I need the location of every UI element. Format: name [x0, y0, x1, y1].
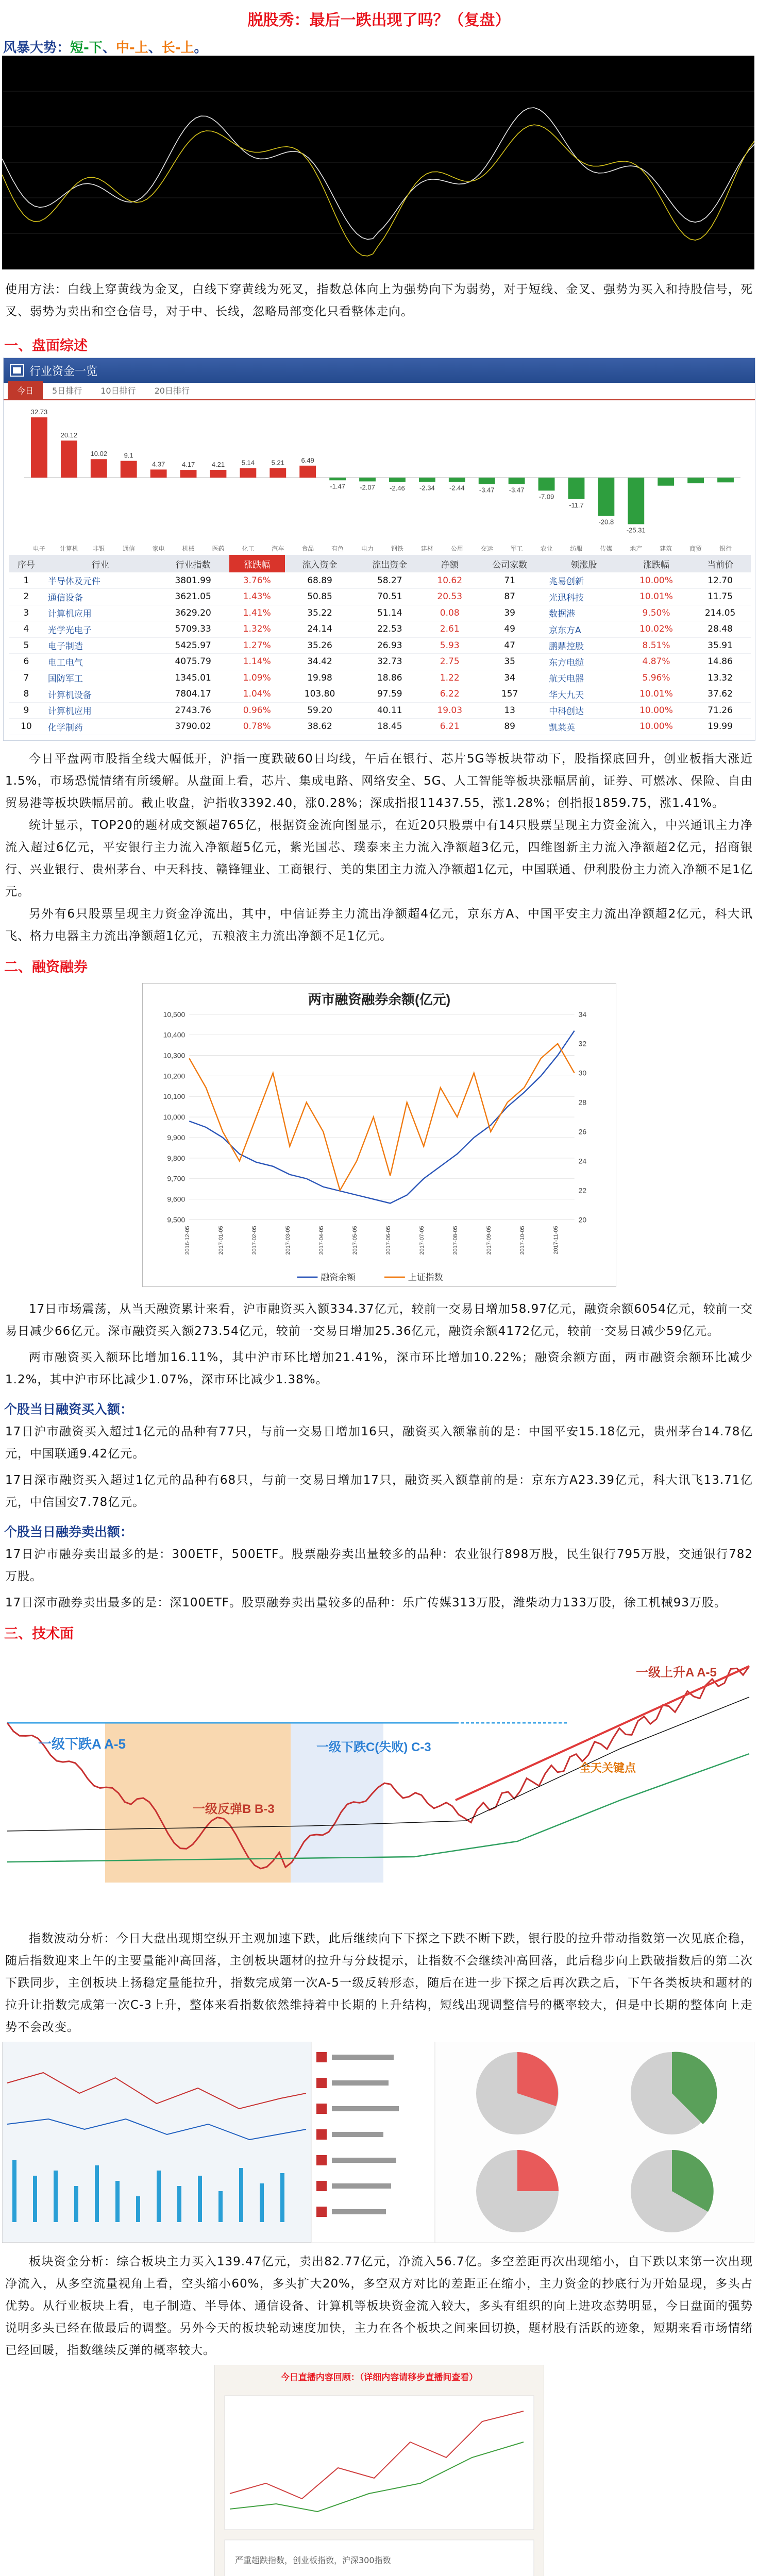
sector-fund-bar-chart [9, 400, 751, 555]
fund-bar-label: 32.73 [30, 408, 48, 416]
table-cell: 光迅科技 [545, 589, 623, 605]
fund-bar [150, 469, 167, 478]
fund-bar-category: 有色 [331, 545, 344, 552]
table-cell: 26.93 [355, 637, 425, 654]
table-cell: 87 [475, 589, 545, 605]
table-cell: 38.62 [285, 719, 355, 735]
fund-bar-category: 汽车 [272, 545, 284, 552]
table-row[interactable] [9, 621, 751, 638]
table-cell: 13 [475, 702, 545, 719]
table-cell: 18.45 [355, 719, 425, 735]
y-tick-left: 9,700 [166, 1174, 185, 1183]
table-row[interactable] [9, 589, 751, 605]
trend-mid: 中-上 [115, 40, 148, 56]
fund-bar-category: 食品 [301, 545, 314, 552]
margin-legend [297, 1273, 443, 1282]
table-cell: 2 [9, 589, 44, 605]
buy-para-1: 17日沪市融资买入超过1亿元的品种有77只，与前一交易日增加16只，融资买入额靠前的是：中国平安15.18亿元，贵州茅台14.78亿元，中国联通9.42亿元。 [5, 1425, 753, 1461]
table-cell: 0.78% [229, 719, 285, 735]
table-cell: 89 [475, 719, 545, 735]
fund-bar-category: 商贸 [689, 545, 702, 552]
fund-bar [658, 478, 674, 486]
fund-bar-category: 电力 [361, 545, 374, 552]
table-cell: 5.93 [425, 637, 475, 654]
sector-fund-panel [3, 358, 755, 741]
sector-table-header[interactable]: 领涨股 [545, 555, 623, 572]
table-cell: 凯莱英 [545, 719, 623, 735]
label-a5: 一级下跌A A-5 [38, 1736, 126, 1752]
table-cell: 电子制造 [44, 637, 157, 654]
table-cell: 2743.76 [157, 702, 229, 719]
table-cell: 2.75 [425, 654, 475, 670]
fund-bar [299, 466, 316, 478]
table-row[interactable] [9, 654, 751, 670]
fund-bar-category: 计算机 [59, 545, 78, 552]
tab-10day[interactable]: 10日排行 [100, 386, 136, 396]
table-cell: 50.85 [285, 589, 355, 605]
fund-bar-label: -7.09 [538, 493, 554, 501]
fund-bar-label: 6.49 [301, 456, 314, 464]
live-broadcast-shot [214, 2365, 544, 2576]
sell-para-2: 17日深市融券卖出最多的是：深100ETF。股票融券卖出量较多的品种：乐广传媒313万股，潍柴动力133万股，徐工机械93万股。 [5, 1596, 727, 1609]
y-tick-left: 9,800 [166, 1154, 185, 1162]
table-cell: 10 [9, 719, 44, 735]
sell-para-1: 17日沪市融券卖出最多的是：300ETF，500ETF。股票融券卖出量较多的品种：农业银行898万股，民生银行795万股，交通银行782万股。 [5, 1547, 753, 1583]
fund-bar [449, 478, 465, 482]
table-cell: 39 [475, 605, 545, 621]
table-cell: 10.62 [425, 572, 475, 589]
x-tick: 2017-07-05 [418, 1225, 425, 1255]
sector-table-header[interactable]: 行业指数 [157, 555, 229, 572]
fund-bar-category: 银行 [719, 545, 732, 552]
margin-para-2: 两市融资买入额环比增加16.11%，其中沪市环比增加21.41%，深市环比增加10.22%；融资余额方面，两市融资余额环比减少1.2%，其中沪市环比减少1.07%，深市环比减少1.38%。 [5, 1350, 753, 1386]
sector-table-header[interactable]: 净额 [425, 555, 475, 572]
table-icon [10, 364, 24, 377]
y-tick-right: 30 [578, 1069, 586, 1077]
wave-analysis-chart [2, 1646, 755, 1919]
section-margin-title: 二、融资融券 [4, 959, 88, 975]
fund-bar [687, 478, 704, 483]
fund-bar [180, 470, 197, 478]
x-tick: 2017-05-05 [351, 1225, 358, 1255]
fund-bar-label: -1.47 [330, 482, 345, 490]
table-cell: 2.61 [425, 621, 475, 638]
table-row[interactable] [9, 670, 751, 686]
x-tick: 2017-02-05 [251, 1225, 258, 1255]
margin-para-1: 17日市场震荡，从当天融资累计来看，沪市融资买入额334.37亿元，较前一交易日增加58.97亿元，融资余额6054亿元，较前一交易日减少66亿元。深市融资买入额273.54亿元，较前一交易日增加25.36亿元，融资余额4172亿元，较前一交易日减少59亿元。 [5, 1302, 753, 1338]
tab-today[interactable]: 今日 [8, 381, 43, 399]
fund-bar [91, 459, 107, 478]
page-title: 脱股秀：最后一跌出现了吗？（复盘） [247, 11, 511, 29]
fund-bar-category: 公用 [450, 545, 463, 552]
fund-bar [479, 478, 495, 484]
sector-table-header[interactable]: 序号 [9, 555, 44, 572]
table-cell: 数据港 [545, 605, 623, 621]
trend-banner: 风暴大势：短-下、中-上、长-上。 [3, 40, 208, 56]
table-row[interactable] [9, 719, 751, 735]
table-cell: 半导体及元件 [44, 572, 157, 589]
table-cell: 6.21 [425, 719, 475, 735]
table-cell: 1.09% [229, 670, 285, 686]
fund-bar [598, 478, 614, 516]
table-cell: 1 [9, 572, 44, 589]
x-tick: 2017-08-05 [452, 1225, 459, 1255]
label-c3: 一级下跌C(失败) C-3 [316, 1740, 431, 1754]
sector-table-header[interactable]: 公司家数 [475, 555, 545, 572]
trend-long: 长-上 [161, 40, 194, 56]
table-cell: 鹏鼎控股 [545, 637, 623, 654]
fund-bar-label: 4.21 [211, 460, 225, 468]
fund-bar-category: 传媒 [600, 545, 613, 552]
fund-bar-label: -20.8 [598, 518, 614, 526]
table-cell: 京东方A [545, 621, 623, 638]
fund-bar-category: 通信 [122, 545, 135, 552]
fund-bar [121, 461, 137, 478]
tab-5day[interactable]: 5日排行 [52, 386, 82, 396]
fund-bar-label: -25.31 [626, 526, 646, 534]
table-cell: 35.26 [285, 637, 355, 654]
fund-bar-category: 纺服 [570, 545, 583, 552]
table-cell: 5709.33 [157, 621, 229, 638]
table-cell: 13.32 [689, 670, 751, 686]
sector-table-header[interactable]: 流入资金 [285, 555, 355, 572]
margin-chart-title: 两市融资融券余额(亿元) [308, 992, 450, 1007]
table-cell: 3790.02 [157, 719, 229, 735]
y-tick-right: 26 [578, 1127, 586, 1136]
overview-para-1: 今日平盘两市股指全线大幅低开，沪指一度跌破60日均线，午后在银行、芯片5G等板块带动下，股指探底回升，创业板指大涨近1.5%，市场恐慌情绪有所缓解。从盘面上看，芯片、集成电路、网络安全、5G、人工智能等板块涨幅居前，证券、可燃冰、保险、自由贸易港等板块跌幅居前。截止收盘，沪指收3392.40，涨0.28%；深成指报11437.55，涨1.28%；创指报1859.75，涨1.41%。 [5, 752, 753, 810]
fund-bar-category: 化工 [242, 545, 255, 552]
fund-bar [419, 478, 435, 482]
table-cell: 34.42 [285, 654, 355, 670]
table-cell: 10.02% [623, 621, 689, 638]
table-cell: 97.59 [355, 686, 425, 703]
table-cell: 70.51 [355, 589, 425, 605]
table-cell: 47 [475, 637, 545, 654]
sector-table [9, 555, 751, 735]
table-cell: 8.51% [623, 637, 689, 654]
table-cell: 化学制药 [44, 719, 157, 735]
x-tick: 2016-12-05 [184, 1225, 191, 1255]
table-cell: 10.00% [623, 572, 689, 589]
y-tick-left: 10,100 [163, 1092, 185, 1100]
table-cell: 19.98 [285, 670, 355, 686]
table-cell: 35.22 [285, 605, 355, 621]
table-cell: 4075.79 [157, 654, 229, 670]
fund-bar-category: 军工 [510, 545, 523, 552]
table-cell: 103.80 [285, 686, 355, 703]
table-row[interactable] [9, 572, 751, 589]
fund-bar-label: -3.47 [509, 486, 525, 494]
live-review-title: 今日直播内容回顾：（详细内容请移步直播间查看） [280, 2372, 478, 2383]
fund-bar-label: -2.07 [360, 483, 375, 492]
sector-table-header[interactable]: 涨跌幅 [623, 555, 689, 572]
table-cell: 35 [475, 654, 545, 670]
fund-panel-header: 行业资金一览 [4, 358, 755, 383]
fund-bar [628, 478, 644, 524]
table-cell: 1.43% [229, 589, 285, 605]
table-cell: 10.01% [623, 589, 689, 605]
table-cell: 6 [9, 654, 44, 670]
y-tick-left: 10,500 [163, 1010, 185, 1019]
table-cell: 12.70 [689, 572, 751, 589]
fund-bar [269, 468, 286, 478]
margin-balance-chart [142, 983, 616, 1287]
fund-bar-category: 建材 [420, 545, 433, 552]
fund-bar [359, 478, 376, 481]
fund-bar-category: 电子 [32, 545, 45, 552]
table-cell: 34 [475, 670, 545, 686]
sector-table-header[interactable]: 行业 [44, 555, 157, 572]
x-tick: 2017-06-05 [385, 1225, 392, 1255]
table-row[interactable] [9, 637, 751, 654]
table-cell: 0.96% [229, 702, 285, 719]
table-cell: 4.87% [623, 654, 689, 670]
table-row[interactable] [9, 702, 751, 719]
buy-subtitle: 个股当日融资买入额： [4, 1401, 133, 1417]
overview-para-2: 统计显示，TOP20的题材成交额超765亿，根据资金流向图显示，在近20只股票中有14只股票呈现主力资金流入，中兴通讯主力净流入超过6亿元，平安银行主力流入净额超5亿元，紫光国芯、璞泰来主力流入净额超3亿元，四维图新主力流入净额超2亿元，招商银行、兴业银行、贵州茅台、中天科技、赣锋锂业、工商银行、美的集团主力流入净额超1亿元，中国联通、伊利股份主力流入净额不足1亿元。 [5, 818, 753, 899]
table-cell: 3621.05 [157, 589, 229, 605]
sell-subtitle: 个股当日融券卖出额： [4, 1524, 133, 1539]
x-tick: 2017-04-05 [318, 1225, 325, 1255]
y-tick-right: 22 [578, 1185, 586, 1194]
fund-tabs [4, 383, 755, 400]
sector-table-header[interactable]: 涨跌幅 [229, 555, 285, 572]
table-cell: 22.53 [355, 621, 425, 638]
fund-bar-category: 地产 [630, 545, 643, 552]
breadth-chart-shot [2, 2042, 311, 2243]
table-cell: 通信设备 [44, 589, 157, 605]
y-tick-right: 20 [578, 1215, 586, 1224]
fund-bar-category: 农业 [540, 545, 553, 552]
table-cell: 5425.97 [157, 637, 229, 654]
stock-list-shot [311, 2042, 435, 2243]
fund-bar-category: 钢铁 [391, 545, 403, 552]
trend-label: 风暴大势： [3, 40, 71, 56]
table-cell: 东方电缆 [545, 654, 623, 670]
table-cell: 214.05 [689, 605, 751, 621]
fund-bar-label: 20.12 [60, 431, 78, 439]
board-para-1: 板块资金分析：综合板块主力买入139.47亿元，卖出82.77亿元，净流入56.7亿。多空差距再次出现缩小，自下跌以来第一次出现净流入，从多空流量视角上看，空头缩小60%，多头扩大20%，多空双方对比的差距正在缩小，主力资金的抄底行为开始显现，多头占优势。从行业板块上看，电子制造、半导体、通信设备、计算机等板块资金流入较大，多头有组织的向上进攻态势明显，今日盘面的强势说明多头已经在做最后的调整。另外今天的板块轮动速度加快，主力在各个板块之间来回切换，题材股有活跃的迹象，短期来看市场情绪已经回暖，指数继续反弹的概率较大。 [5, 2255, 753, 2357]
fund-bar [538, 478, 555, 490]
table-cell: 37.62 [689, 686, 751, 703]
y-tick-left: 10,200 [163, 1071, 185, 1080]
label-b3: 一级反弹B B-3 [193, 1802, 275, 1816]
table-cell: 51.14 [355, 605, 425, 621]
table-cell: 19.03 [425, 702, 475, 719]
label-up-a5: 一级上升A A-5 [636, 1665, 717, 1680]
table-cell: 1345.01 [157, 670, 229, 686]
fund-bar-category: 交运 [480, 545, 493, 552]
overview-para-3: 另外有6只股票呈现主力资金净流出，其中，中信证券主力流出净额超4亿元，京东方A、中国平安主力流出净额超2亿元，科大讯飞、格力电器主力流出净额超1亿元，五粮液主力流出净额不足1亿元。 [5, 907, 753, 943]
table-cell: 58.27 [355, 572, 425, 589]
table-cell: 计算机应用 [44, 605, 157, 621]
x-tick: 2017-11-05 [552, 1225, 559, 1255]
table-cell: 20.53 [425, 589, 475, 605]
table-cell: 9 [9, 702, 44, 719]
tab-20day[interactable]: 20日排行 [154, 386, 190, 396]
fund-bar [329, 478, 346, 480]
x-tick: 2017-09-05 [485, 1225, 492, 1255]
fund-bar-label: -2.34 [419, 484, 435, 492]
table-cell: 3.76% [229, 572, 285, 589]
table-cell: 18.86 [355, 670, 425, 686]
table-cell: 8 [9, 686, 44, 703]
table-cell: 157 [475, 686, 545, 703]
table-cell: 6.22 [425, 686, 475, 703]
table-cell: 电工电气 [44, 654, 157, 670]
table-cell: 40.11 [355, 702, 425, 719]
y-tick-left: 10,300 [163, 1051, 185, 1060]
buy-para-2: 17日深市融资买入超过1亿元的品种有68只，与前一交易日增加17只，融资买入额靠前的是：京东方A23.39亿元，科大讯飞13.71亿元，中信国安7.78亿元。 [5, 1473, 753, 1509]
fund-bar-category: 家电 [152, 545, 165, 552]
table-cell: 11.75 [689, 589, 751, 605]
table-cell: 0.08 [425, 605, 475, 621]
x-tick: 2017-03-05 [284, 1225, 291, 1255]
table-cell: 10.00% [623, 702, 689, 719]
table-cell: 28.48 [689, 621, 751, 638]
table-cell: 3801.99 [157, 572, 229, 589]
fund-bar [389, 478, 406, 482]
fund-bar [240, 468, 256, 478]
y-tick-left: 10,400 [163, 1030, 185, 1039]
fund-bar-category: 非银 [92, 545, 105, 552]
fund-bar-category: 机械 [182, 545, 195, 552]
trend-short: 短-下 [70, 40, 103, 56]
fund-bar-label: 10.02 [90, 450, 108, 458]
fund-bar-label: -11.7 [569, 501, 584, 509]
y-tick-left: 9,500 [166, 1215, 185, 1224]
table-cell: 1.22 [425, 670, 475, 686]
table-cell: 10.00% [623, 719, 689, 735]
table-row[interactable] [9, 686, 751, 703]
fund-bar-label: -2.44 [449, 484, 465, 492]
table-cell: 10.01% [623, 686, 689, 703]
table-cell: 68.89 [285, 572, 355, 589]
fund-bar [61, 440, 77, 478]
fund-bar-label: 5.21 [271, 459, 284, 467]
table-cell: 3629.20 [157, 605, 229, 621]
table-cell: 光学光电子 [44, 621, 157, 638]
table-cell: 3 [9, 605, 44, 621]
table-row[interactable] [9, 605, 751, 621]
table-cell: 1.14% [229, 654, 285, 670]
table-cell: 5.96% [623, 670, 689, 686]
legend-sh-index: 上证指数 [408, 1272, 443, 1282]
legend-margin-balance: 融资余额 [320, 1272, 356, 1282]
y-tick-right: 28 [578, 1098, 586, 1107]
fund-bar-label: 9.1 [124, 451, 133, 460]
table-cell: 4 [9, 621, 44, 638]
section-overview-title: 一、盘面综述 [4, 338, 88, 354]
table-cell: 9.50% [623, 605, 689, 621]
y-tick-right: 24 [578, 1157, 586, 1165]
fund-bar [568, 478, 585, 499]
table-cell: 国防军工 [44, 670, 157, 686]
table-cell: 14.86 [689, 654, 751, 670]
table-cell: 19.99 [689, 719, 751, 735]
table-cell: 7804.17 [157, 686, 229, 703]
table-cell: 1.04% [229, 686, 285, 703]
fund-bar-label: 5.14 [241, 459, 255, 467]
y-tick-right: 32 [578, 1039, 586, 1048]
fund-bar-category: 建筑 [660, 545, 672, 552]
table-cell: 航天电器 [545, 670, 623, 686]
table-cell: 5 [9, 637, 44, 654]
sector-table-header[interactable]: 当前价 [689, 555, 751, 572]
table-cell: 7 [9, 670, 44, 686]
label-keypoint: 全天关键点 [579, 1761, 636, 1774]
live-note-1: 严重超跌指数，创业板指数，沪深300指数 [234, 2555, 391, 2565]
table-cell: 35.91 [689, 637, 751, 654]
fund-bar [210, 470, 227, 478]
y-tick-left: 10,000 [163, 1112, 185, 1121]
table-cell: 1.41% [229, 605, 285, 621]
usage-note: 使用方法：白线上穿黄线为金叉，白线下穿黄线为死叉，指数总体向上为强势向下为弱势，对于短线、金叉、强势为买入和持股信号，死叉、弱势为卖出和空仓信号，对于中、长线，忽略局部变化只看整体走向。 [5, 283, 753, 318]
pie-charts-shot [435, 2042, 754, 2243]
table-cell: 49 [475, 621, 545, 638]
table-cell: 24.14 [285, 621, 355, 638]
y-tick-right: 34 [578, 1010, 586, 1019]
fund-bar-label: -2.46 [390, 484, 405, 492]
table-cell: 71.26 [689, 702, 751, 719]
table-cell: 71 [475, 572, 545, 589]
table-cell: 计算机设备 [44, 686, 157, 703]
y-tick-left: 9,900 [166, 1133, 185, 1142]
table-cell: 华大九天 [545, 686, 623, 703]
trend-indicator-chart [2, 56, 754, 269]
fund-bar-label: -3.47 [479, 486, 495, 494]
fund-bar [31, 417, 47, 478]
table-cell: 计算机应用 [44, 702, 157, 719]
fund-bar [717, 478, 734, 482]
x-tick: 2017-01-05 [217, 1225, 224, 1255]
fund-bar [509, 478, 525, 484]
section-tech-title: 三、技术面 [4, 1625, 74, 1642]
screenshot-strip [2, 2042, 756, 2243]
sector-table-header[interactable]: 流出资金 [355, 555, 425, 572]
table-cell: 兆易创新 [545, 572, 623, 589]
fund-bar-category: 医药 [212, 545, 225, 552]
y-tick-left: 9,600 [166, 1195, 185, 1204]
tech-para-1: 指数波动分析：今日大盘出现期空纵开主观加速下跌，此后继续向下下探之下跌不断下跌，银行股的拉升带动指数第一次见底企稳，随后指数迎来上午的主要量能冲高回落，主创板块题材的拉升与分歧提示，让指数不会继续冲高回落，此后稳步向上跌破指数后的第二次下跌同步，主创板块上扬稳定量能拉升，指数完成第一次A-5一级反转形态，随后在进一步下探之后再次跌之后，下午各类板块和题材的拉升让指数完成第一次C-3上升，整体来看指数依然维持着中长期的上升结构，短线出现调整信号的概率较大，但是中长期的整体向上走势不会改变。 [5, 1931, 753, 2034]
fund-bar-label: 4.17 [181, 461, 195, 469]
table-cell: 59.20 [285, 702, 355, 719]
table-cell: 中科创达 [545, 702, 623, 719]
table-cell: 32.73 [355, 654, 425, 670]
fund-bar-label: 4.37 [151, 460, 165, 468]
table-cell: 1.27% [229, 637, 285, 654]
x-tick: 2017-10-05 [519, 1225, 526, 1255]
table-cell: 1.32% [229, 621, 285, 638]
